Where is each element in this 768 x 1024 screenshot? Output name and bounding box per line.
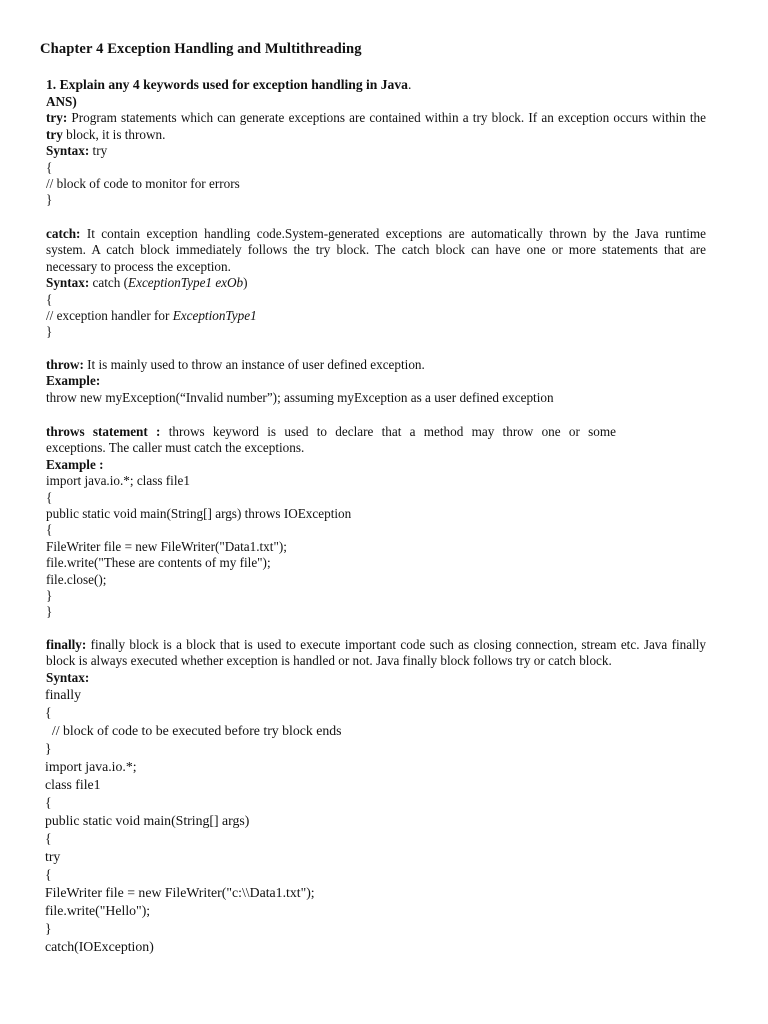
code-line: { <box>45 795 52 810</box>
code-line: } <box>46 604 53 620</box>
code-line: // block of code to be executed before try block ends <box>45 723 342 738</box>
throws-body <box>46 440 706 620</box>
catch-keyword: catch: <box>46 226 81 241</box>
code-line: { <box>46 291 53 307</box>
code-line: } <box>45 921 52 936</box>
answer-label: ANS) <box>46 94 77 109</box>
throws-example-label: Example : <box>46 456 104 472</box>
try-keyword: try: <box>46 110 68 126</box>
try-inline-keyword: try <box>46 126 63 142</box>
code-line: public static void main(String[] args) throws IOException <box>46 506 352 522</box>
try-section <box>46 94 706 209</box>
finally-section <box>46 637 706 686</box>
code-line: try <box>45 849 61 864</box>
throw-section <box>46 357 706 406</box>
code-line: } <box>46 324 53 340</box>
catch-description: catch: It contain exception handling code.System-generated exceptions are automatically thrown by the Java runtime system. A catch block immediately follows the try block. The catch block can have one or more statements that are necessary to process the exception. <box>46 226 706 274</box>
code-line: import java.io.*; <box>45 759 137 774</box>
throw-description: throw: It is mainly used to throw an instance of user defined exception. <box>46 357 425 372</box>
throws-section <box>46 424 616 440</box>
throw-example-label: Example: <box>46 373 101 389</box>
code-line: file.close(); <box>46 571 107 587</box>
finally-syntax-label: Syntax: <box>46 669 90 685</box>
code-line: { <box>46 489 53 505</box>
catch-syntax: Syntax: catch (ExceptionType1 exOb) <box>46 275 248 291</box>
code-line: catch(IOException) <box>45 939 154 954</box>
code-line: FileWriter file = new FileWriter("c:\\Data1.txt"); <box>45 885 315 900</box>
finally-code <box>45 686 705 956</box>
code-line: finally <box>45 687 82 702</box>
try-description: try: Program statements which can generate exceptions are contained within a try block. If an exception occurs within the try block, it is thrown. <box>46 110 706 142</box>
code-line: } <box>46 588 53 604</box>
code-line: } <box>45 741 52 756</box>
throw-example-code: throw new myException(“Invalid number”); assuming myException as a user defined exception <box>46 389 554 405</box>
code-line: { <box>45 705 52 720</box>
chapter-title: Chapter 4 Exception Handling and Multithreading <box>40 41 362 57</box>
code-line: file.write("These are contents of my file"); <box>46 555 271 571</box>
code-line: { <box>45 831 52 846</box>
code-line: } <box>46 192 53 208</box>
throws-description-line1: throws statement : throws keyword is used to declare that a method may throw one or some <box>46 424 616 439</box>
code-line: file.write("Hello"); <box>45 903 151 918</box>
code-line: public static void main(String[] args) <box>45 813 250 828</box>
try-syntax: Syntax: try <box>46 143 108 159</box>
throws-description-line2: exceptions. The caller must catch the exceptions. <box>46 440 305 456</box>
code-line: FileWriter file = new FileWriter("Data1.txt"); <box>46 538 287 554</box>
question-text: 1. Explain any 4 keywords used for exception handling in Java <box>46 77 408 92</box>
question-tail: . <box>407 77 412 92</box>
code-line: class file1 <box>45 777 101 792</box>
code-line: // block of code to monitor for errors <box>46 176 240 192</box>
code-line: { <box>46 522 53 538</box>
question-heading <box>46 77 411 93</box>
code-line: import java.io.*; class file1 <box>46 473 190 489</box>
code-line: // exception handler for ExceptionType1 <box>46 308 257 324</box>
finally-keyword: finally: <box>46 637 87 652</box>
catch-section <box>46 226 706 341</box>
throws-keyword: throws statement : <box>46 424 161 439</box>
code-line: { <box>46 159 53 175</box>
finally-description: finally: finally block is a block that is used to execute important code such as closing connection, stream etc. Java finally block is always executed whether exception is handled or not. Java finally block follows try or catch block. <box>46 637 706 669</box>
throw-keyword: throw: <box>46 357 84 372</box>
code-line: { <box>45 867 52 882</box>
